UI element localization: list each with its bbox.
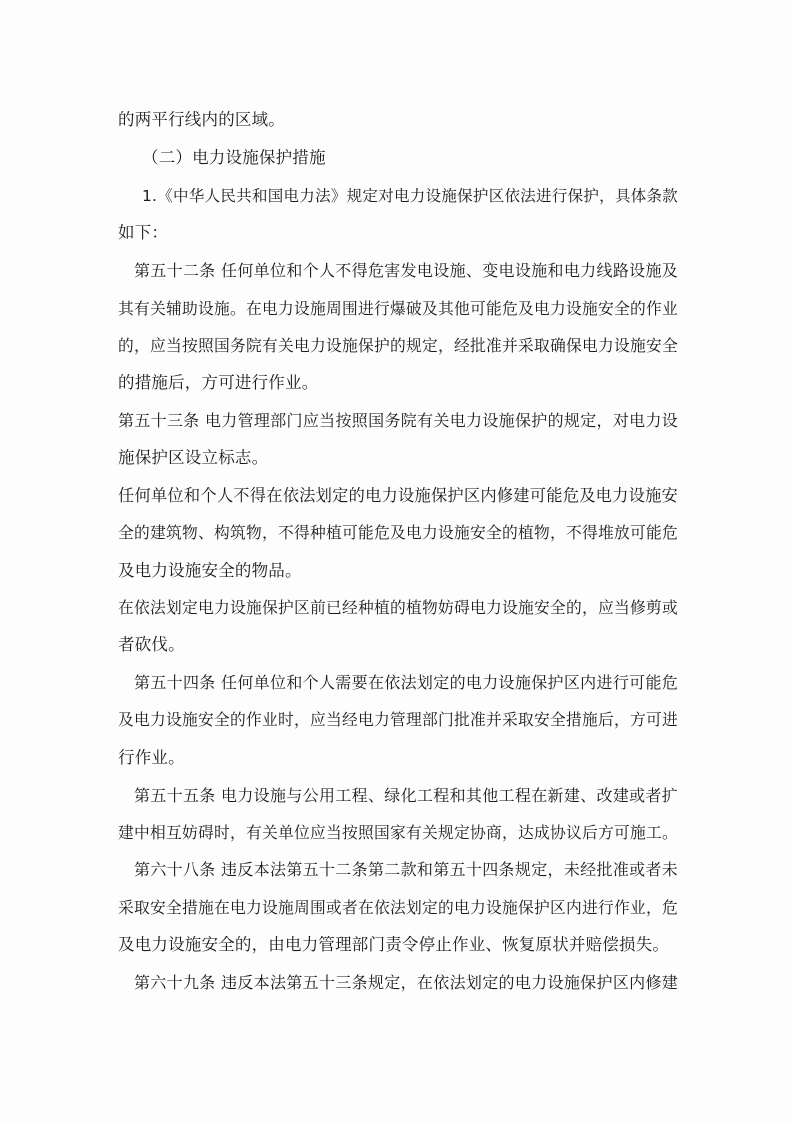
article-68-line: 采取安全措施在电力设施周围或者在依法划定的电力设施保护区内进行作业，危 <box>118 898 678 917</box>
article-53-line: 第五十三条 电力管理部门应当按照国务院有关电力设施保护的规定，对电力设 <box>118 411 678 430</box>
article-54-line: 行作业。 <box>118 748 185 767</box>
article-54-line: 第五十四条 任何单位和个人需要在依法划定的电力设施保护区内进行可能危 <box>134 673 678 692</box>
article-53-line: 及电力设施安全的物品。 <box>118 561 302 580</box>
article-68-line: 及电力设施安全的，由电力管理部门责令停止作业、恢复原状并赔偿损失。 <box>118 935 670 954</box>
article-52-line: 的措施后，方可进行作业。 <box>118 373 319 392</box>
article-69-line: 第六十九条 违反本法第五十三条规定，在依法划定的电力设施保护区内修建 <box>134 973 678 992</box>
article-53-line: 施保护区设立标志。 <box>118 448 269 467</box>
article-52-line: 的，应当按照国务院有关电力设施保护的规定，经批准并采取确保电力设施安全 <box>118 336 678 355</box>
article-52-line: 其有关辅助设施。在电力设施周围进行爆破及其他可能危及电力设施安全的作业 <box>118 299 678 318</box>
article-53-line: 在依法划定电力设施保护区前已经种植的植物妨碍电力设施安全的，应当修剪或 <box>118 598 678 617</box>
article-55-line: 第五十五条 电力设施与公用工程、绿化工程和其他工程在新建、改建或者扩 <box>134 786 678 805</box>
article-52-line: 第五十二条 任何单位和个人不得危害发电设施、变电设施和电力线路设施及 <box>134 261 678 280</box>
text-line: 1.《中华人民共和国电力法》规定对电力设施保护区依法进行保护，具体条款 <box>142 187 678 205</box>
article-53-line: 全的建筑物、构筑物，不得种植可能危及电力设施安全的植物，不得堆放可能危 <box>118 523 678 542</box>
text-line: 的两平行线内的区域。 <box>118 110 285 129</box>
article-55-line: 建中相互妨碍时，有关单位应当按照国家有关规定协商，达成协议后方可施工。 <box>118 823 678 842</box>
article-53-line: 任何单位和个人不得在依法划定的电力设施保护区内修建可能危及电力设施安 <box>118 486 678 505</box>
article-54-line: 及电力设施安全的作业时，应当经电力管理部门批准并采取安全措施后，方可进 <box>118 710 678 729</box>
article-68-line: 第六十八条 违反本法第五十二条第二款和第五十四条规定，未经批准或者未 <box>134 860 678 879</box>
section-heading: （二）电力设施保护措施 <box>142 148 326 167</box>
text-line: 如下： <box>118 223 169 242</box>
article-53-line: 者砍伐。 <box>118 635 185 654</box>
